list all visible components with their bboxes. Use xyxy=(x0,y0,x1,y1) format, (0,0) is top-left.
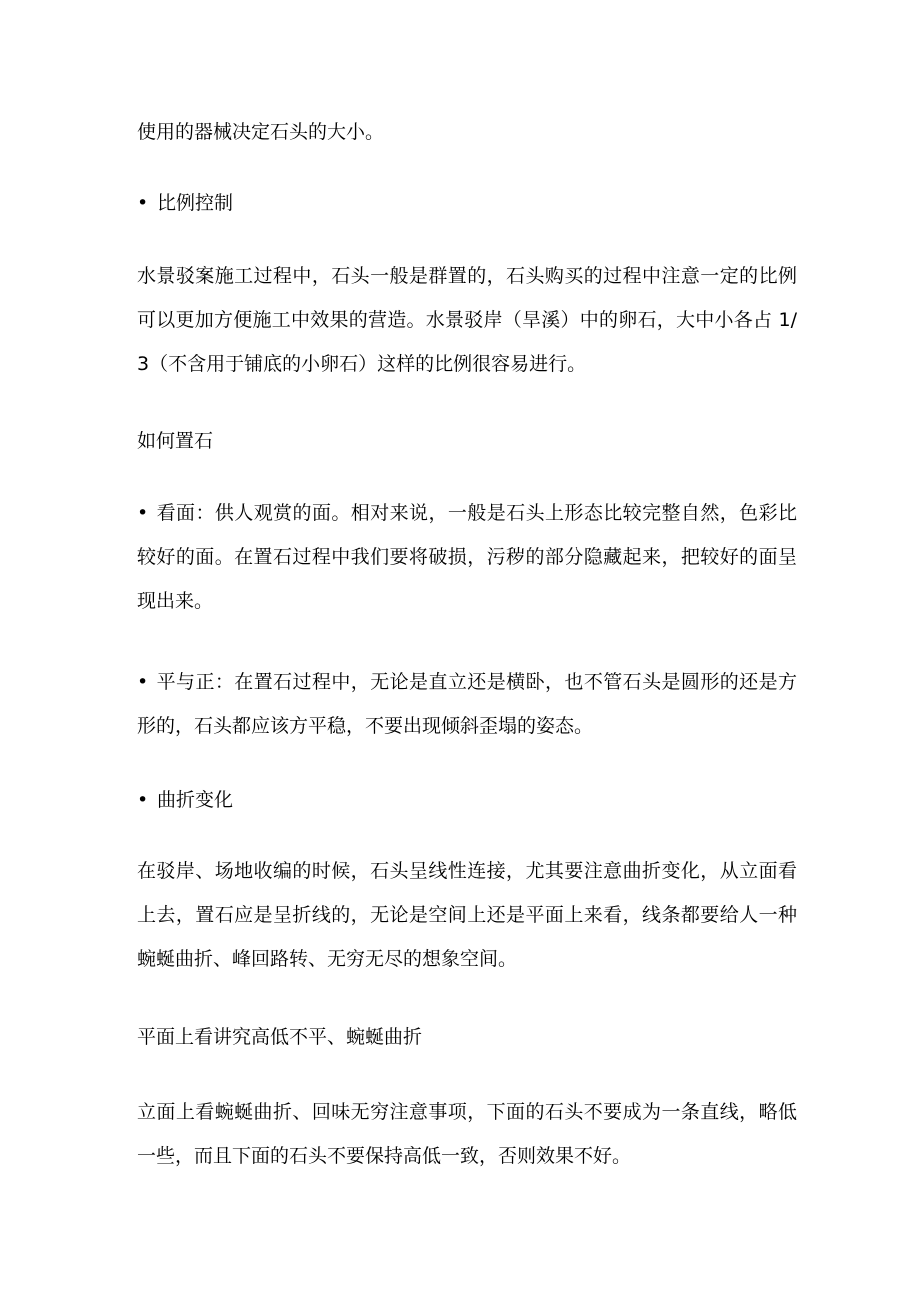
paragraph-curve: 在驳岸、场地收编的时候，石头呈线性连接，尤其要注意曲折变化，从立面看上去，置石应是呈折线的，无论是空间上还是平面上来看，线条都要给人一种蜿蜒曲折、峰回路转、无穷无尽的想象空间。 xyxy=(137,860,797,970)
heading-curve-label: 曲折变化 xyxy=(157,789,234,811)
paragraph-elevation-view: 立面上看蜿蜒曲折、回味无穷注意事项，下面的石头不要成为一条直线，略低一些，而且下面的石头不要保持高低一致，否则效果不好。 xyxy=(137,1101,797,1167)
heading-how-to-place: 如何置石 xyxy=(137,430,214,452)
paragraph-ratio: 水景驳案施工过程中，石头一般是群置的，石头购买的过程中注意一定的比例可以更加方便施工中效果的营造。水景驳岸（旱溪）中的卵石，大中小各占 1/3（不含用于铺底的小卵石）这样的比例很容易进行。 xyxy=(137,265,797,375)
paragraph-level-upright-text: 平与正：在置石过程中，无论是直立还是横卧，也不管石头是圆形的还是方形的，石头都应该方平稳，不要出现倾斜歪塌的姿态。 xyxy=(137,671,797,737)
paragraph-plane-view: 平面上看讲究高低不平、蜿蜒曲折 xyxy=(137,1026,423,1048)
paragraph-level-upright xyxy=(137,660,797,748)
heading-ratio-control xyxy=(137,181,797,225)
heading-curve-change xyxy=(137,778,797,822)
paragraph-viewing-face xyxy=(137,491,797,623)
paragraph-viewing-face-text: 看面：供人观赏的面。相对来说，一般是石头上形态比较完整自然，色彩比较好的面。在置石过程中我们要将破损，污秽的部分隐藏起来，把较好的面呈现出来。 xyxy=(137,502,797,612)
paragraph-tool-size: 使用的器械决定石头的大小。 xyxy=(137,121,385,143)
bullet-icon: • xyxy=(137,502,149,524)
bullet-icon: • xyxy=(137,192,149,214)
bullet-icon: • xyxy=(137,789,149,811)
heading-ratio-label: 比例控制 xyxy=(157,192,234,214)
bullet-icon: • xyxy=(137,671,149,693)
